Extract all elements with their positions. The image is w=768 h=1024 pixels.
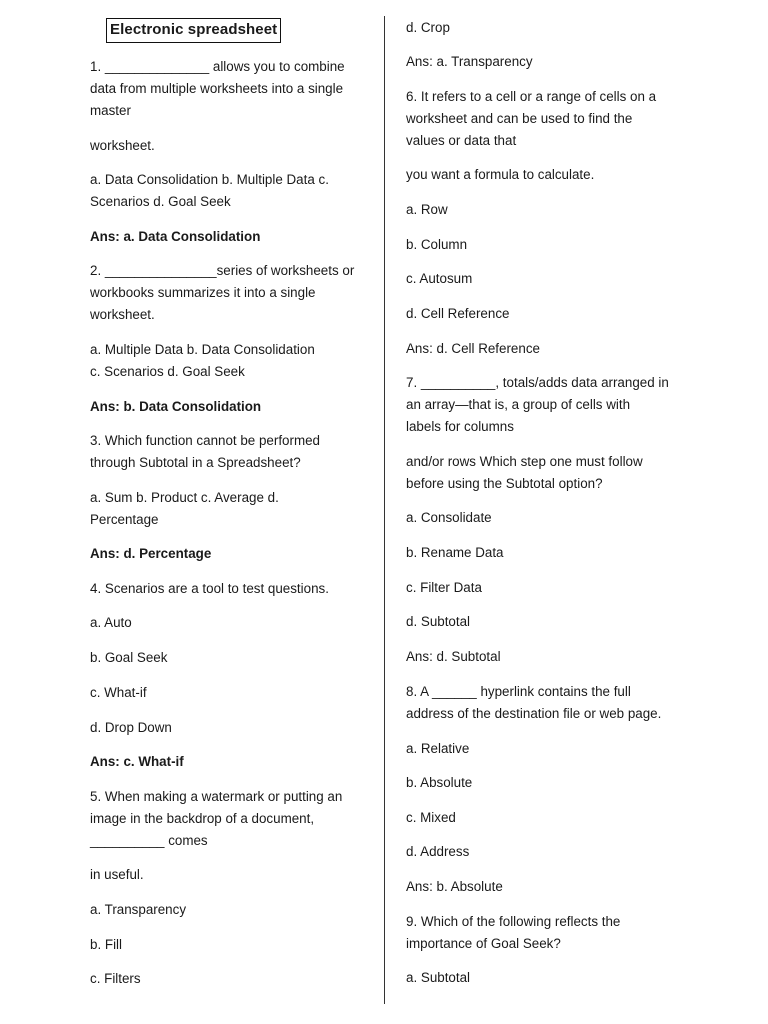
question-3-options-line-2: Percentage (90, 512, 159, 527)
answer-8: Ans: b. Absolute (406, 879, 503, 894)
question-8-option-a: a. Relative (406, 741, 470, 756)
question-1-options-line-1: a. Data Consolidation b. Multiple Data c. (90, 172, 329, 187)
question-5-line-2: image in the backdrop of a document, (90, 811, 315, 826)
answer-1: Ans: a. Data Consolidation (90, 229, 261, 244)
question-7-option-c: c. Filter Data (406, 580, 482, 595)
question-7-line-3: labels for columns (406, 419, 514, 434)
question-4-option-c: c. What-if (90, 685, 147, 700)
question-3-line-1: 3. Which function cannot be performed (90, 433, 321, 448)
question-4-option-b: b. Goal Seek (90, 650, 168, 665)
question-1-line-1: 1. ______________ allows you to combine (90, 59, 345, 74)
question-6-line-2: worksheet and can be used to find the (406, 111, 633, 126)
question-2-options-line-1: a. Multiple Data b. Data Consolidation (90, 342, 315, 357)
question-6-option-b: b. Column (406, 237, 468, 252)
question-8-line-1: 8. A ______ hyperlink contains the full (406, 684, 631, 699)
question-5-line-3: __________ comes (90, 833, 208, 848)
question-5-line-4: in useful. (90, 867, 144, 882)
question-6-line-3: values or data that (406, 133, 517, 148)
question-9-line-1: 9. Which of the following reflects the (406, 914, 621, 929)
question-7-line-5: before using the Subtotal option? (406, 476, 603, 491)
question-7-line-1: 7. __________, totals/adds data arranged in (406, 375, 669, 390)
answer-5: Ans: a. Transparency (406, 54, 533, 69)
question-9-line-2: importance of Goal Seek? (406, 936, 561, 951)
question-8-line-2: address of the destination file or web page. (406, 706, 662, 721)
question-8-option-c: c. Mixed (406, 810, 456, 825)
question-1-line-4: worksheet. (90, 138, 155, 153)
question-3-line-2: through Subtotal in a Spreadsheet? (90, 455, 301, 470)
question-1-line-3: master (90, 103, 131, 118)
question-5-option-c: c. Filters (90, 971, 141, 986)
question-2-line-1: 2. _______________series of worksheets or (90, 263, 355, 278)
question-8-option-b: b. Absolute (406, 775, 473, 790)
answer-3: Ans: d. Percentage (90, 546, 212, 561)
question-6-line-4: you want a formula to calculate. (406, 167, 595, 182)
question-8-option-d: d. Address (406, 844, 470, 859)
answer-7: Ans: d. Subtotal (406, 649, 501, 664)
question-9-option-a: a. Subtotal (406, 970, 471, 985)
question-7-option-a: a. Consolidate (406, 510, 492, 525)
question-6-line-1: 6. It refers to a cell or a range of cells on a (406, 89, 657, 104)
question-4-option-d: d. Drop Down (90, 720, 172, 735)
question-5-option-b: b. Fill (90, 937, 122, 952)
page-title: Electronic spreadsheet (106, 18, 281, 43)
question-2-line-2: workbooks summarizes it into a single (90, 285, 316, 300)
column-divider (384, 16, 385, 1004)
question-2-options-line-2: c. Scenarios d. Goal Seek (90, 364, 245, 379)
question-3-options-line-1: a. Sum b. Product c. Average d. (90, 490, 279, 505)
question-5-line-1: 5. When making a watermark or putting an (90, 789, 343, 804)
question-2-line-3: worksheet. (90, 307, 155, 322)
question-7-option-d: d. Subtotal (406, 614, 471, 629)
question-7-line-2: an array—that is, a group of cells with (406, 397, 631, 412)
question-1-line-2: data from multiple worksheets into a single (90, 81, 344, 96)
question-5-option-a: a. Transparency (90, 902, 187, 917)
question-7-option-b: b. Rename Data (406, 545, 504, 560)
answer-4: Ans: c. What-if (90, 754, 184, 769)
question-7-line-4: and/or rows Which step one must follow (406, 454, 643, 469)
answer-6: Ans: d. Cell Reference (406, 341, 540, 356)
question-4-line-1: 4. Scenarios are a tool to test questions. (90, 581, 329, 596)
question-6-option-a: a. Row (406, 202, 448, 217)
question-6-option-c: c. Autosum (406, 271, 473, 286)
answer-2: Ans: b. Data Consolidation (90, 399, 262, 414)
question-5-option-d: d. Crop (406, 20, 450, 35)
question-6-option-d: d. Cell Reference (406, 306, 510, 321)
question-1-options-line-2: Scenarios d. Goal Seek (90, 194, 231, 209)
question-4-option-a: a. Auto (90, 615, 132, 630)
